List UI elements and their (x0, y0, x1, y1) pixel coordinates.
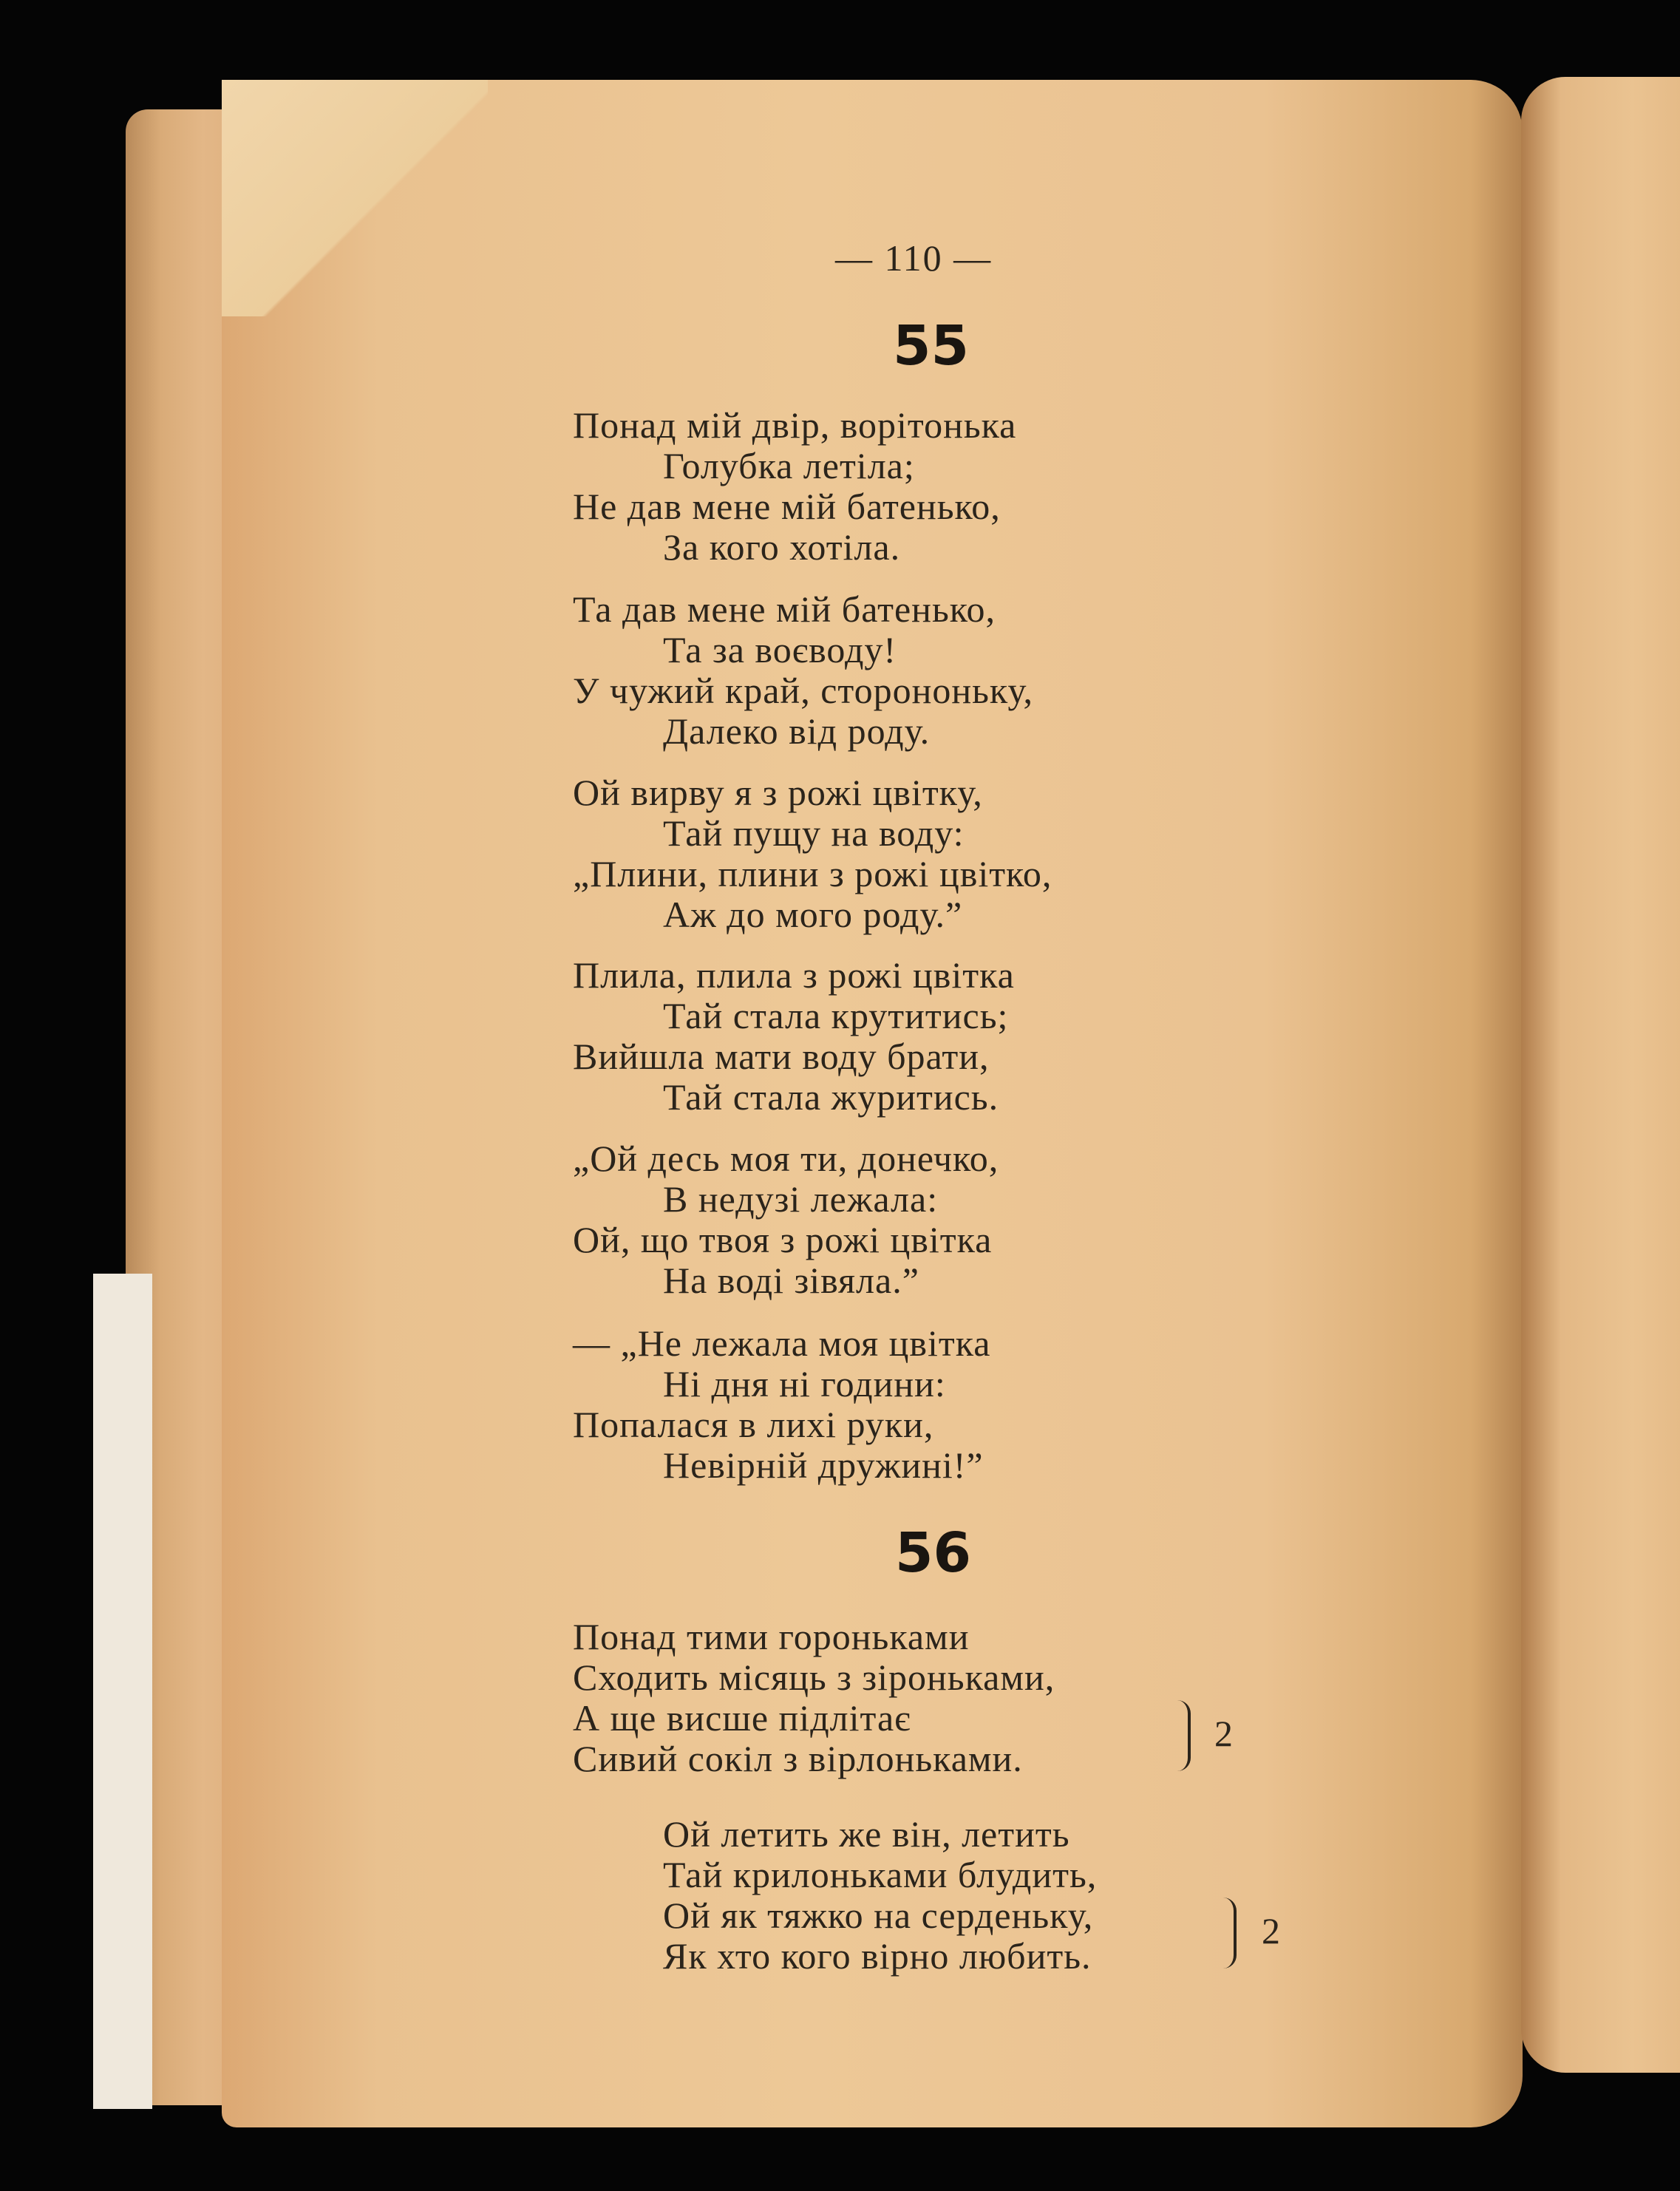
verse-line: Тай крилоньками блудить, (663, 1854, 1098, 1895)
verse-line: У чужий край, сторононьку, (573, 670, 1033, 711)
verse-line: Ой вирву я з рожі цвітку, (573, 772, 983, 813)
stanza (573, 772, 1052, 935)
folded-corner (222, 80, 488, 316)
verse-line: Тай стала журитись. (663, 1076, 999, 1118)
verse-line: В недузі лежала: (663, 1178, 939, 1220)
verse-line: Ой летить же він, летить (663, 1813, 1070, 1855)
stanza (573, 589, 1033, 752)
verse-line: „Ой десь моя ти, донечко, (573, 1138, 999, 1179)
verse-line: Понад тими гороньками (573, 1616, 970, 1657)
verse-line: Та за воєводу! (663, 629, 897, 670)
verse-line: Ой, що твоя з рожі цвітка (573, 1219, 993, 1260)
verse-line: Голубка летіла; (663, 445, 915, 486)
verse-line: „Плини, плини з рожі цвітко, (573, 853, 1052, 894)
page-content (573, 0, 1386, 2191)
verse-line: Сходить місяць з зіроньками, (573, 1657, 1055, 1698)
verse-line: Аж до мого роду.” (663, 894, 963, 935)
verse-line: Не дав мене мій батенько, (573, 486, 1001, 527)
page-number: — 110 — (835, 237, 993, 279)
stanza (573, 955, 1015, 1118)
stanza (663, 1814, 1097, 1977)
repeat-brace (1177, 1700, 1191, 1771)
repeat-mark: 2 (1214, 1713, 1233, 1754)
verse-line: За кого хотіла. (663, 526, 901, 568)
verse-line: Невірній дружині!” (663, 1444, 984, 1486)
verse-line: Плила, плила з рожі цвітка (573, 954, 1015, 996)
verse-line: Ні дня ні години: (663, 1363, 946, 1404)
repeat-mark: 2 (1262, 1910, 1280, 1951)
verse-line: Понад мій двір, ворітонька (573, 404, 1017, 446)
verse-line: Попалася в лихі руки, (573, 1404, 934, 1445)
song-number: 56 (895, 1521, 971, 1585)
facing-page (1521, 77, 1680, 2073)
verse-line: Ой як тяжко на серденьку, (663, 1895, 1094, 1936)
verse-line: Тай пущу на воду: (663, 812, 965, 854)
verse-line: А ще висше підлітає (573, 1697, 911, 1739)
stanza (573, 1323, 990, 1486)
page-edge-insert (93, 1274, 152, 2109)
verse-line: На воді зівяла.” (663, 1260, 919, 1301)
verse-line: Сивий сокіл з вірлоньками. (573, 1738, 1023, 1779)
verse-line: Вийшла мати воду брати, (573, 1036, 990, 1077)
stanza (573, 1617, 1055, 1779)
stanza (573, 1138, 999, 1301)
repeat-brace (1223, 1898, 1237, 1968)
verse-line: Тай стала крутитись; (663, 995, 1009, 1036)
verse-line: Та дав мене мій батенько, (573, 588, 996, 630)
verse-line: Як хто кого вірно любить. (663, 1935, 1092, 1977)
stanza (573, 405, 1016, 568)
song-number: 55 (893, 314, 969, 378)
verse-line: Далеко від роду. (663, 710, 931, 752)
verse-line: — „Не лежала моя цвітка (573, 1322, 991, 1364)
